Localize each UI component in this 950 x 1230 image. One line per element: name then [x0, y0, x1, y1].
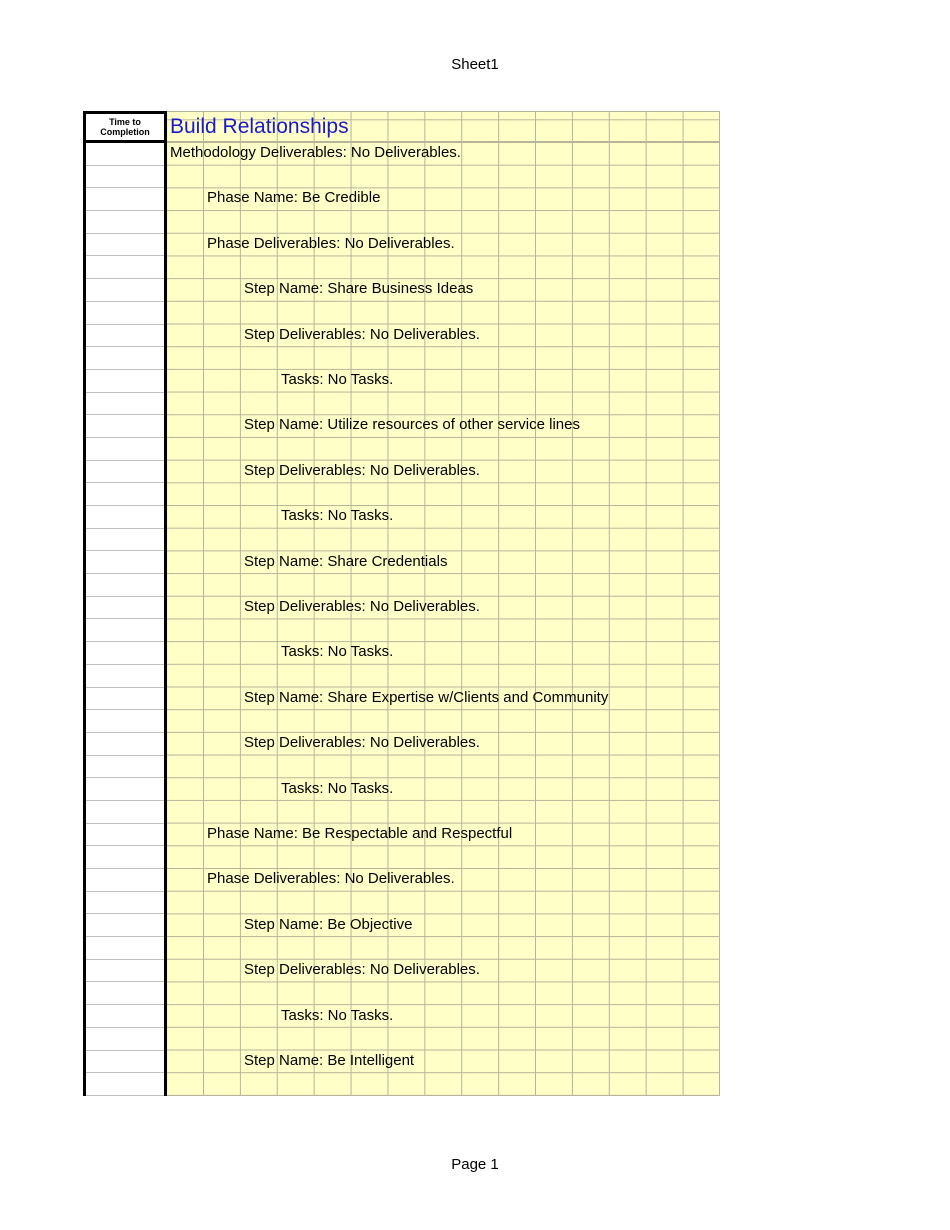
time-cell[interactable] [86, 892, 164, 915]
time-cell[interactable] [86, 415, 164, 438]
outline-row: Step Name: Share Business Ideas [244, 280, 474, 298]
time-cell[interactable] [86, 756, 164, 779]
time-cell[interactable] [86, 551, 164, 574]
time-cell[interactable] [86, 166, 164, 189]
outline-row: Step Deliverables: No Deliverables. [244, 325, 480, 343]
time-cell[interactable] [86, 642, 164, 665]
time-cell[interactable] [86, 529, 164, 552]
time-cell[interactable] [86, 211, 164, 234]
time-cell[interactable] [86, 1005, 164, 1028]
time-cell[interactable] [86, 234, 164, 257]
outline-row: Step Name: Be Objective [244, 915, 413, 933]
outline-row: Step Deliverables: No Deliverables. [244, 961, 480, 979]
outline-row: Phase Name: Be Respectable and Respectful [207, 825, 513, 842]
time-cell[interactable] [86, 143, 164, 166]
time-cell[interactable] [86, 914, 164, 937]
time-cell[interactable] [86, 597, 164, 620]
time-cell[interactable] [86, 393, 164, 416]
time-cell[interactable] [86, 483, 164, 506]
outline-row: Step Deliverables: No Deliverables. [244, 734, 480, 752]
time-cell[interactable] [86, 302, 164, 325]
time-cell[interactable] [86, 710, 164, 733]
time-cell[interactable] [86, 574, 164, 597]
time-cell[interactable] [86, 188, 164, 211]
sheet-name-header: Sheet1 [451, 56, 499, 73]
time-cell[interactable] [86, 1073, 164, 1096]
time-cell[interactable] [86, 937, 164, 960]
time-cell[interactable] [86, 846, 164, 869]
time-header-line2: Completion [100, 127, 150, 137]
outline-row: Phase Deliverables: No Deliverables. [207, 870, 455, 888]
time-cell[interactable] [86, 982, 164, 1005]
grid-header-divider [167, 141, 719, 142]
time-cell[interactable] [86, 461, 164, 484]
time-cell[interactable] [86, 733, 164, 756]
time-cell[interactable] [86, 370, 164, 393]
time-cell[interactable] [86, 619, 164, 642]
time-cell[interactable] [86, 869, 164, 892]
time-cell[interactable] [86, 688, 164, 711]
outline-row: Tasks: No Tasks. [281, 371, 394, 388]
time-cells [86, 143, 164, 1096]
outline-row: Methodology Deliverables: No Deliverables. [170, 144, 461, 161]
outline-row: Phase Name: Be Credible [207, 189, 381, 207]
outline-row: Tasks: No Tasks. [281, 1006, 394, 1024]
time-cell[interactable] [86, 1028, 164, 1051]
time-to-completion-column [83, 111, 167, 1096]
time-cell[interactable] [86, 347, 164, 370]
outline-row: Step Name: Share Credentials [244, 552, 448, 570]
time-column-header [86, 114, 164, 143]
time-cell[interactable] [86, 279, 164, 302]
time-cell[interactable] [86, 438, 164, 461]
time-cell[interactable] [86, 506, 164, 529]
time-cell[interactable] [86, 325, 164, 348]
time-cell[interactable] [86, 1051, 164, 1074]
time-cell[interactable] [86, 824, 164, 847]
outline-row: Tasks: No Tasks. [281, 779, 394, 797]
outline-row: Step Name: Utilize resources of other service lines [244, 416, 580, 434]
time-header-line1: Time to [109, 117, 141, 127]
outline-row: Phase Deliverables: No Deliverables. [207, 234, 455, 252]
page-title: Build Relationships [170, 115, 349, 138]
outline-row: Step Deliverables: No Deliverables. [244, 461, 480, 479]
outline-row: Step Name: Share Expertise w/Clients and Community [244, 688, 609, 706]
outline-row: Step Name: Be Intelligent [244, 1052, 415, 1069]
outline-row: Step Deliverables: No Deliverables. [244, 598, 480, 615]
outline-row: Tasks: No Tasks. [281, 507, 394, 525]
time-cell[interactable] [86, 960, 164, 983]
time-cell[interactable] [86, 665, 164, 688]
time-cell[interactable] [86, 801, 164, 824]
page-number-footer: Page 1 [451, 1156, 499, 1173]
time-cell[interactable] [86, 256, 164, 279]
outline-row: Tasks: No Tasks. [281, 643, 394, 661]
time-cell[interactable] [86, 778, 164, 801]
